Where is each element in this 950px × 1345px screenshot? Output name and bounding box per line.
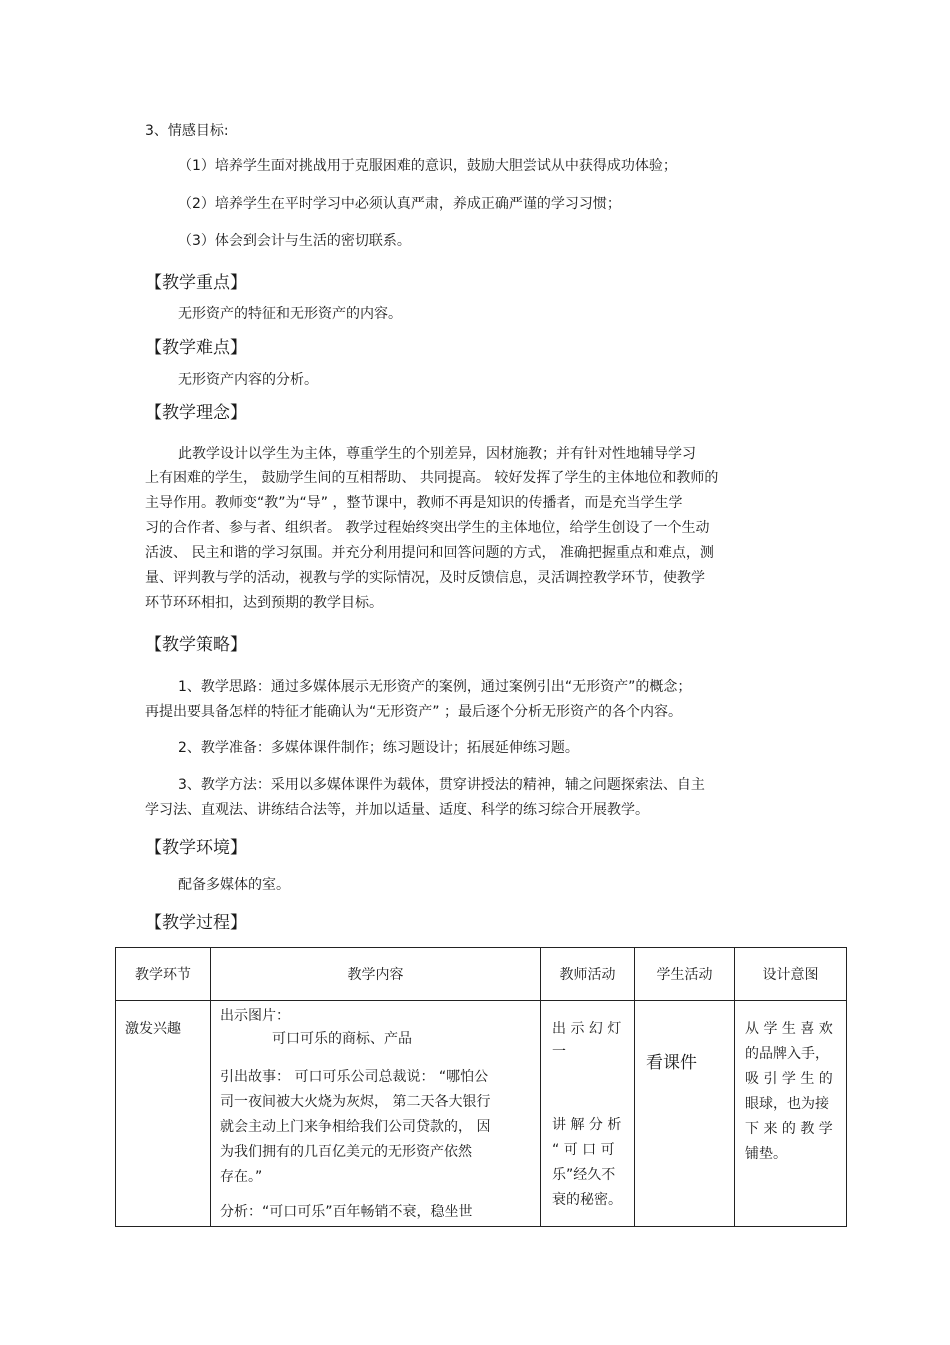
paragraph-line: 环节环环相扣，达到预期的教学目标。 — [145, 595, 383, 611]
paragraph-line: 2、教学准备：多媒体课件制作；练习题设计；拓展延伸练习题。 — [178, 740, 579, 756]
teacher-line: 一 — [552, 1044, 566, 1060]
teacher-line: “ 可 口 可 — [552, 1142, 615, 1158]
paragraph-line: 主导作用。教师变“教”为“导” ，整节课中，教师不再是知识的传播者，而是充当学生学 — [145, 495, 683, 511]
paragraph-line: 1、教学思路：通过多媒体展示无形资产的案例，通过案例引出“无形资产”的概念； — [178, 679, 692, 695]
header-stage: 教学环节 — [116, 948, 211, 1001]
content-line: 就会主动上门来争相给我们公司贷款的， 因 — [220, 1119, 491, 1135]
content-line: 为我们拥有的几百亿美元的无形资产依然 — [220, 1144, 472, 1160]
stage-cell — [116, 1001, 211, 1227]
intent-line: 的品牌入手， — [745, 1046, 829, 1062]
content-line: 出示图片： — [220, 1008, 290, 1024]
teacher-activity-cell — [541, 1001, 635, 1227]
environment-title: 【教学环境】 — [145, 838, 247, 858]
teacher-line: 讲 解 分 析 — [552, 1117, 622, 1133]
intent-line: 下 来 的 教 学 — [745, 1121, 833, 1137]
student-text: 看课件 — [646, 1053, 697, 1073]
content-line: 司一夜间被大火烧为灰烬， 第二天各大银行 — [220, 1094, 491, 1110]
paragraph-line: 量、评判教与学的活动，视教与学的实际情况，及时反馈信息，灵活调控教学环节，使教学 — [145, 570, 705, 586]
intent-line: 从 学 生 喜 欢 — [745, 1021, 833, 1037]
header-content: 教学内容 — [211, 948, 541, 1001]
stage-text: 激发兴趣 — [125, 1021, 181, 1037]
intent-line: 眼球，也为接 — [745, 1096, 829, 1112]
paragraph-line: 3、教学方法：采用以多媒体课件为载体，贯穿讲授法的精神，辅之问题探索法、自主 — [178, 777, 705, 793]
emotion-goal-item: （3）体会到会计与生活的密切联系。 — [178, 233, 411, 249]
strategy-title: 【教学策略】 — [145, 635, 247, 655]
emotion-goal-heading: 3、情感目标: — [145, 123, 229, 139]
emotion-goal-item: （1）培养学生面对挑战用于克服困难的意识，鼓励大胆尝试从中获得成功体验； — [178, 158, 677, 174]
environment-text: 配备多媒体的室。 — [178, 877, 290, 893]
paragraph-line: 学习法、直观法、讲练结合法等，并加以适量、适度、科学的练习综合开展教学。 — [145, 802, 649, 818]
intent-line: 吸 引 学 生 的 — [745, 1071, 833, 1087]
header-student-activity: 学生活动 — [635, 948, 735, 1001]
header-teacher-activity: 教师活动 — [541, 948, 635, 1001]
key-point-title: 【教学重点】 — [145, 273, 247, 293]
paragraph-line: 上有困难的学生， 鼓励学生间的互相帮助、 共同提高。 较好发挥了学生的主体地位和教师的 — [145, 470, 719, 486]
key-point-text: 无形资产的特征和无形资产的内容。 — [178, 306, 402, 322]
paragraph-line: 习的合作者、参与者、组织者。 教学过程始终突出学生的主体地位，给学生创设了一个生动 — [145, 520, 710, 536]
teacher-line: 出 示 幻 灯 — [552, 1021, 622, 1037]
process-title: 【教学过程】 — [145, 913, 247, 933]
design-intent-cell — [735, 1001, 847, 1227]
table-row — [116, 1001, 847, 1227]
process-table — [115, 947, 847, 1227]
header-design-intent: 设计意图 — [735, 948, 847, 1001]
paragraph-line: 活波、 民主和谐的学习氛围。并充分利用提问和回答问题的方式， 准确把握重点和难点，测 — [145, 545, 714, 561]
teacher-line: 乐”经久不 — [552, 1167, 616, 1183]
difficulty-title: 【教学难点】 — [145, 338, 247, 358]
emotion-goal-item: （2）培养学生在平时学习中必须认真严肃，养成正确严谨的学习习惯； — [178, 196, 621, 212]
teacher-line: 衰的秘密。 — [552, 1192, 622, 1208]
student-activity-cell — [635, 1001, 735, 1227]
intent-line: 铺垫。 — [745, 1146, 787, 1162]
content-line: 引出故事： 可口可乐公司总裁说： “哪怕公 — [220, 1069, 489, 1085]
paragraph-line: 此教学设计以学生为主体，尊重学生的个别差异，因材施教；并有针对性地辅导学习 — [178, 446, 696, 462]
philosophy-title: 【教学理念】 — [145, 403, 247, 423]
content-line: 分析：“可口可乐”百年畅销不衰，稳坐世 — [220, 1204, 473, 1220]
content-line: 可口可乐的商标、产品 — [272, 1031, 412, 1047]
difficulty-text: 无形资产内容的分析。 — [178, 372, 318, 388]
content-line: 存在。” — [220, 1169, 263, 1185]
content-cell — [211, 1001, 541, 1227]
paragraph-line: 再提出要具备怎样的特征才能确认为“无形资产” ；最后逐个分析无形资产的各个内容。 — [145, 704, 682, 720]
table-header-row — [116, 948, 847, 1001]
